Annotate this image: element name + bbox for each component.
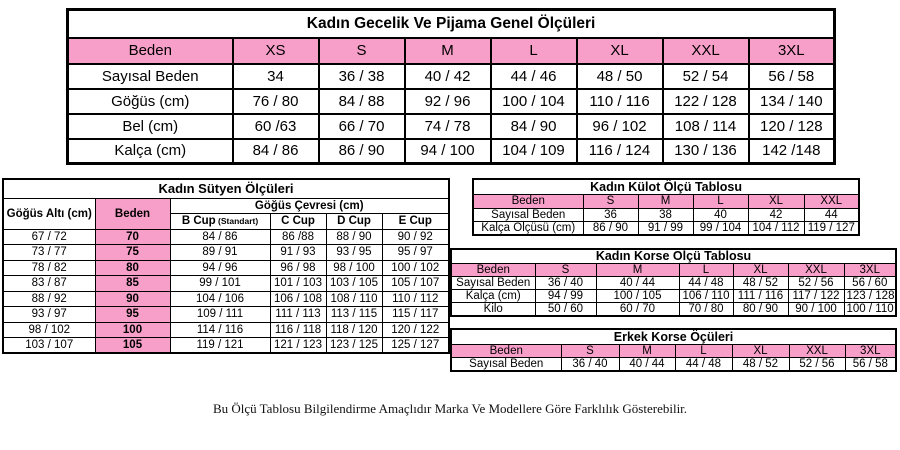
- table-cell: 48 / 52: [732, 358, 789, 372]
- table-cell: 99 / 104: [693, 222, 748, 236]
- table-cell: 42: [748, 208, 804, 222]
- table-cell: 100 / 105: [596, 290, 679, 303]
- table-cell: 52 / 56: [788, 277, 844, 290]
- table-cell: 121 / 123: [270, 338, 326, 354]
- table-cell: Sayısal Beden: [473, 208, 583, 222]
- table-cell: 83 / 87: [3, 276, 95, 292]
- table-cell: 85: [95, 276, 170, 292]
- table-cell: 56 / 58: [845, 358, 896, 372]
- table-cell: 94 / 99: [535, 290, 596, 303]
- table-cell: 120 / 128: [749, 114, 835, 139]
- table-cell: 40 / 44: [596, 277, 679, 290]
- table-cell: Beden: [473, 195, 583, 209]
- table-cell: 101 / 103: [270, 276, 326, 292]
- table-row: [451, 290, 896, 303]
- table-cell: XL: [577, 38, 663, 64]
- table-cell: 113 / 115: [326, 307, 382, 323]
- table-row: [451, 329, 896, 345]
- table-row: [3, 245, 449, 261]
- table-row: [3, 338, 449, 354]
- table-cell: 111 / 116: [733, 290, 788, 303]
- table-cell: 117 / 122: [788, 290, 844, 303]
- table-row: [68, 64, 835, 89]
- table-cell: 60 / 70: [596, 303, 679, 317]
- table-cell: 36 / 38: [319, 64, 405, 89]
- table-cell: 3XL: [845, 345, 896, 358]
- table-cell: 84 / 88: [319, 89, 405, 114]
- table-cell: Beden: [95, 198, 170, 229]
- table-cell: 130 / 136: [663, 139, 749, 164]
- table-row: [68, 114, 835, 139]
- table-cell: 56 / 60: [844, 277, 896, 290]
- table-cell: 60 /63: [233, 114, 319, 139]
- table-cell: 94 / 100: [405, 139, 491, 164]
- table-cell: 90: [95, 291, 170, 307]
- table-cell: 103 / 105: [326, 276, 382, 292]
- table-cell: XS: [233, 38, 319, 64]
- table-cell: XXL: [788, 264, 844, 277]
- table-cell: 90 / 92: [382, 229, 449, 245]
- table-cell: Kadın Korse Ölçü Tablosu: [451, 249, 896, 264]
- table-row: [451, 358, 896, 372]
- table-cell: Kadın Külot Ölçü Tablosu: [473, 179, 859, 195]
- table-cell: S: [583, 195, 638, 209]
- table-row: [473, 179, 859, 195]
- table-cell: 44 / 48: [675, 358, 732, 372]
- table-cell: 104 / 112: [748, 222, 804, 236]
- table-cell: 36: [583, 208, 638, 222]
- table-cell: 70 / 80: [679, 303, 733, 317]
- table-cell: 94 / 96: [170, 260, 270, 276]
- table-cell: 95 / 97: [382, 245, 449, 261]
- table-cell: L: [693, 195, 748, 209]
- table-cell: 70: [95, 229, 170, 245]
- table-cell: 67 / 72: [3, 229, 95, 245]
- table-cell: 80: [95, 260, 170, 276]
- table-cell: 93 / 95: [326, 245, 382, 261]
- table-row: [68, 89, 835, 114]
- table-cell: C Cup: [270, 213, 326, 229]
- table-row: [451, 303, 896, 317]
- table-cell: 48 / 52: [733, 277, 788, 290]
- table-cell: 108 / 110: [326, 291, 382, 307]
- table-cell: 96 / 98: [270, 260, 326, 276]
- table-row: [68, 38, 835, 64]
- table-row: [3, 198, 449, 213]
- table-cell: 119 / 127: [804, 222, 859, 236]
- table-cell: Göğüs Altı (cm): [3, 198, 95, 229]
- table-cell-subtext: (Standart): [215, 216, 259, 226]
- erkek-korse-size-table: [450, 328, 897, 372]
- kadin-kulot-size-table: [472, 178, 860, 236]
- table-cell: 116 / 124: [577, 139, 663, 164]
- table-cell: Göğüs Çevresi (cm): [170, 198, 449, 213]
- table-cell: M: [619, 345, 675, 358]
- table-cell: M: [638, 195, 693, 209]
- table-cell: 123 / 128: [844, 290, 896, 303]
- table-cell: XXL: [789, 345, 845, 358]
- table-cell: 73 / 77: [3, 245, 95, 261]
- table-cell: 66 / 70: [319, 114, 405, 139]
- table-cell: 105 / 107: [382, 276, 449, 292]
- table-cell: XXL: [804, 195, 859, 209]
- table-cell: 40 / 42: [405, 64, 491, 89]
- table-cell: 38: [638, 208, 693, 222]
- table-cell: 44: [804, 208, 859, 222]
- table-cell: Göğüs (cm): [68, 89, 233, 114]
- table-cell: Sayısal Beden: [451, 277, 535, 290]
- table-cell: XL: [732, 345, 789, 358]
- table-cell: Sayısal Beden: [68, 64, 233, 89]
- table-cell: M: [596, 264, 679, 277]
- table-row: [451, 345, 896, 358]
- table-cell: S: [561, 345, 619, 358]
- table-cell: 86 / 90: [319, 139, 405, 164]
- kadin-gecelik-pijama-size-table: [66, 8, 836, 165]
- table-cell: 40: [693, 208, 748, 222]
- table-cell: 109 / 111: [170, 307, 270, 323]
- table-cell: Kalça Ölçüsü (cm): [473, 222, 583, 236]
- table-cell: 88 / 90: [326, 229, 382, 245]
- table-cell: 105: [95, 338, 170, 354]
- table-cell: 84 / 90: [491, 114, 577, 139]
- table-cell: 56 / 58: [749, 64, 835, 89]
- table-cell: 110 / 116: [577, 89, 663, 114]
- table-cell: L: [679, 264, 733, 277]
- table-cell: 108 / 114: [663, 114, 749, 139]
- table-cell: 103 / 107: [3, 338, 95, 354]
- table-cell: 134 / 140: [749, 89, 835, 114]
- table-cell: 80 / 90: [733, 303, 788, 317]
- table-cell: 119 / 121: [170, 338, 270, 354]
- table-cell: 44 / 46: [491, 64, 577, 89]
- table-cell: 90 / 100: [788, 303, 844, 317]
- table-cell: Bel (cm): [68, 114, 233, 139]
- table-cell: 106 / 108: [270, 291, 326, 307]
- table-cell: 142 /148: [749, 139, 835, 164]
- table-cell: 3XL: [749, 38, 835, 64]
- kadin-sutyen-size-table: [2, 178, 450, 354]
- table-cell: 92 / 96: [405, 89, 491, 114]
- table-row: [3, 229, 449, 245]
- table-cell: 104 / 109: [491, 139, 577, 164]
- table-cell: 36 / 40: [535, 277, 596, 290]
- table-cell: 34: [233, 64, 319, 89]
- table-cell: 120 / 122: [382, 322, 449, 338]
- table-cell: 40 / 44: [619, 358, 675, 372]
- table-row: [3, 276, 449, 292]
- table-row: [68, 10, 835, 38]
- table-cell: 52 / 56: [789, 358, 845, 372]
- table-cell: S: [535, 264, 596, 277]
- table-cell: 52 / 54: [663, 64, 749, 89]
- table-cell: 106 / 110: [679, 290, 733, 303]
- table-cell: L: [491, 38, 577, 64]
- table-row: [473, 208, 859, 222]
- table-row: [3, 322, 449, 338]
- table-cell: Kilo: [451, 303, 535, 317]
- table-row: [3, 291, 449, 307]
- table-cell: 89 / 91: [170, 245, 270, 261]
- table-cell: Sayısal Beden: [451, 358, 561, 372]
- table-cell: M: [405, 38, 491, 64]
- table-cell: 118 / 120: [326, 322, 382, 338]
- table-cell: 93 / 97: [3, 307, 95, 323]
- table-cell: Kadın Sütyen Ölçüleri: [3, 179, 449, 198]
- table-cell: Erkek Korse Öçüleri: [451, 329, 896, 345]
- table-row: [451, 264, 896, 277]
- table-cell: 125 / 127: [382, 338, 449, 354]
- table-cell: 78 / 82: [3, 260, 95, 276]
- footnote-disclaimer: Bu Ölçü Tablosu Bilgilendirme Amaçlıdır Marka Ve Modellere Göre Farklılık Gösterebilir.: [212, 401, 688, 416]
- table-cell: 36 / 40: [561, 358, 619, 372]
- table-cell: XXL: [663, 38, 749, 64]
- table-cell: 99 / 101: [170, 276, 270, 292]
- table-cell: Beden: [451, 264, 535, 277]
- table-cell: 86 /88: [270, 229, 326, 245]
- table-cell: E Cup: [382, 213, 449, 229]
- table-cell: 48 / 50: [577, 64, 663, 89]
- table-cell: 84 / 86: [170, 229, 270, 245]
- table-cell: 110 / 112: [382, 291, 449, 307]
- table-cell: 96 / 102: [577, 114, 663, 139]
- table-row: [451, 249, 896, 264]
- table-cell: 88 / 92: [3, 291, 95, 307]
- table-cell: 123 / 125: [326, 338, 382, 354]
- table-cell: 100 / 104: [491, 89, 577, 114]
- table-row: [473, 195, 859, 209]
- kadin-korse-size-table: [450, 248, 897, 317]
- table-cell: 44 / 48: [679, 277, 733, 290]
- table-row: [473, 222, 859, 236]
- table-row: [3, 307, 449, 323]
- table-row: [3, 179, 449, 198]
- table-cell: Kalça (cm): [451, 290, 535, 303]
- table-cell: Kadın Gecelik Ve Pijama Genel Ölçüleri: [68, 10, 835, 38]
- table-cell: 84 / 86: [233, 139, 319, 164]
- table-cell: 116 / 118: [270, 322, 326, 338]
- table-cell: S: [319, 38, 405, 64]
- table-cell: 95: [95, 307, 170, 323]
- table-cell: 3XL: [844, 264, 896, 277]
- table-cell: 98 / 100: [326, 260, 382, 276]
- table-cell: Beden: [68, 38, 233, 64]
- table-row: [68, 139, 835, 164]
- table-cell: 91 / 99: [638, 222, 693, 236]
- table-cell: B Cup (Standart): [170, 213, 270, 229]
- table-cell: 100: [95, 322, 170, 338]
- table-cell: XL: [733, 264, 788, 277]
- table-cell: 86 / 90: [583, 222, 638, 236]
- table-cell: 76 / 80: [233, 89, 319, 114]
- table-cell: 75: [95, 245, 170, 261]
- table-cell: 91 / 93: [270, 245, 326, 261]
- table-cell: 100 / 102: [382, 260, 449, 276]
- table-cell: L: [675, 345, 732, 358]
- table-cell: 98 / 102: [3, 322, 95, 338]
- table-cell: XL: [748, 195, 804, 209]
- table-cell: 100 / 110: [844, 303, 896, 317]
- table-cell: 50 / 60: [535, 303, 596, 317]
- table-cell: 74 / 78: [405, 114, 491, 139]
- table-cell: 111 / 113: [270, 307, 326, 323]
- table-cell: 114 / 116: [170, 322, 270, 338]
- table-cell: 115 / 117: [382, 307, 449, 323]
- table-row: [3, 260, 449, 276]
- table-cell: 122 / 128: [663, 89, 749, 114]
- table-row: [451, 277, 896, 290]
- table-cell: D Cup: [326, 213, 382, 229]
- table-cell: 104 / 106: [170, 291, 270, 307]
- table-cell: Beden: [451, 345, 561, 358]
- table-cell: Kalça (cm): [68, 139, 233, 164]
